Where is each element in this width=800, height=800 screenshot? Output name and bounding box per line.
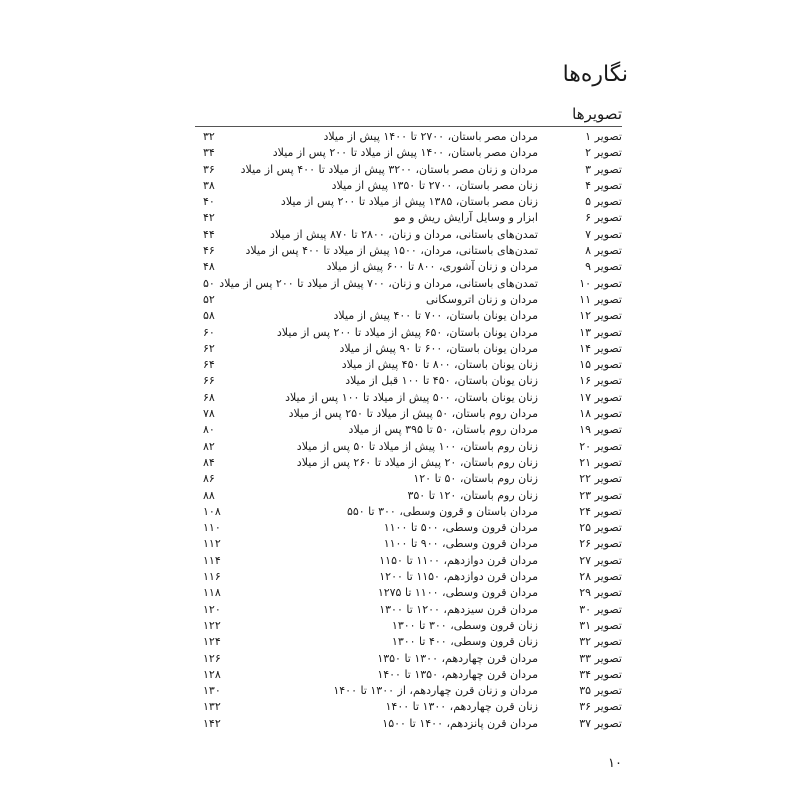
figure-description: زنان مصر باستان، ۱۳۸۵ پیش از میلاد تا ۲۰۰ پس از میلاد bbox=[280, 195, 538, 209]
figure-description: زنان یونان باستان، ۸۰۰ تا ۴۵۰ پیش از میلاد bbox=[341, 358, 538, 372]
figure-label: تصویر ۳۴ bbox=[579, 667, 622, 681]
figure-label: تصویر ۱۴ bbox=[579, 341, 622, 355]
figure-description: زنان قرون وسطی، ۳۰۰ تا ۱۳۰۰ bbox=[391, 618, 538, 632]
figure-label: تصویر ۴ bbox=[585, 178, 622, 192]
figure-label: تصویر ۹ bbox=[585, 260, 622, 274]
list-item bbox=[195, 585, 622, 601]
list-item bbox=[195, 651, 622, 667]
figure-label: تصویر ۱۵ bbox=[579, 358, 622, 372]
figure-page-number: ۷۸ bbox=[203, 407, 215, 421]
figure-description: زنان قرون وسطی، ۴۰۰ تا ۱۳۰۰ bbox=[391, 635, 538, 649]
list-item bbox=[195, 243, 622, 259]
list-item bbox=[195, 178, 622, 194]
figure-description: مردان یونان باستان، ۶۵۰ پیش از میلاد تا ۲۰۰ پس از میلاد bbox=[276, 325, 538, 339]
list-item bbox=[195, 194, 622, 210]
figure-page-number: ۱۱۲ bbox=[203, 537, 221, 551]
list-item bbox=[195, 341, 622, 357]
figure-page-number: ۱۱۶ bbox=[203, 570, 221, 584]
figure-page-number: ۴۴ bbox=[203, 227, 215, 241]
figure-description: مردان روم باستان، ۵۰ تا ۳۹۵ پس از میلاد bbox=[348, 423, 538, 437]
figure-page-number: ۱۲۶ bbox=[203, 651, 221, 665]
figure-description: مردان و زنان آشوری، ۸۰۰ تا ۶۰۰ پیش از میلاد bbox=[326, 260, 538, 274]
figure-label: تصویر ۲۷ bbox=[579, 553, 622, 567]
figure-description: مردان و زنان اتروسکانی bbox=[426, 292, 538, 306]
figure-label: تصویر ۲ bbox=[585, 146, 622, 160]
figure-page-number: ۳۸ bbox=[203, 178, 215, 192]
figure-description: زنان قرن چهاردهم، ۱۳۰۰ تا ۱۴۰۰ bbox=[385, 700, 538, 714]
figure-description: زنان یونان باستان، ۵۰۰ پیش از میلاد تا ۱۰۰ پس از میلاد bbox=[285, 390, 538, 404]
list-item bbox=[195, 634, 622, 650]
figure-label: تصویر ۱۰ bbox=[579, 276, 622, 290]
figure-label: تصویر ۳۱ bbox=[579, 618, 622, 632]
figure-page-number: ۵۲ bbox=[203, 292, 215, 306]
list-item bbox=[195, 390, 622, 406]
figure-description: مردان قرن چهاردهم، ۱۳۵۰ تا ۱۴۰۰ bbox=[377, 667, 538, 681]
figure-page-number: ۱۱۴ bbox=[203, 553, 221, 567]
list-item bbox=[195, 667, 622, 683]
list-item bbox=[195, 569, 622, 585]
figure-label: تصویر ۲۹ bbox=[579, 586, 622, 600]
figure-page-number: ۱۴۲ bbox=[203, 716, 221, 730]
list-item bbox=[195, 602, 622, 618]
figure-page-number: ۱۰۸ bbox=[203, 504, 221, 518]
figure-label: تصویر ۱۷ bbox=[579, 390, 622, 404]
figure-label: تصویر ۲۰ bbox=[579, 439, 622, 453]
figure-label: تصویر ۳۷ bbox=[579, 716, 622, 730]
figure-page-number: ۴۶ bbox=[203, 244, 215, 258]
figure-page-number: ۶۸ bbox=[203, 390, 215, 404]
figure-page-number: ۱۲۸ bbox=[203, 667, 221, 681]
figure-label: تصویر ۵ bbox=[585, 195, 622, 209]
figure-label: تصویر ۳۳ bbox=[579, 651, 622, 665]
figure-page-number: ۵۰ bbox=[203, 276, 215, 290]
figure-label: تصویر ۲۴ bbox=[579, 504, 622, 518]
list-item bbox=[195, 292, 622, 308]
figure-page-number: ۳۶ bbox=[203, 162, 215, 176]
list-item bbox=[195, 618, 622, 634]
figure-description: مردان و زنان قرن چهاردهم، از ۱۳۰۰ تا ۱۴۰۰ bbox=[333, 684, 538, 698]
figure-description: زنان روم باستان، ۱۲۰ تا ۳۵۰ bbox=[407, 488, 538, 502]
figure-label: تصویر ۲۱ bbox=[579, 455, 622, 469]
figure-label: تصویر ۸ bbox=[585, 244, 622, 258]
figure-label: تصویر ۱۱ bbox=[579, 292, 622, 306]
figure-description: مردان قرن دوازدهم، ۱۱۰۰ تا ۱۱۵۰ bbox=[379, 553, 538, 567]
figure-page-number: ۱۲۴ bbox=[203, 635, 221, 649]
figure-description: مردان قرن سیزدهم، ۱۲۰۰ تا ۱۳۰۰ bbox=[379, 602, 538, 616]
figure-page-number: ۶۴ bbox=[203, 358, 215, 372]
figure-description: تمدن‌های باستانی، مردان، ۱۵۰۰ پیش از میلاد تا ۴۰۰ پس از میلاد bbox=[245, 244, 538, 258]
figure-description: مردان باستان و قرون وسطی، ۳۰۰ تا ۵۵۰ bbox=[346, 504, 538, 518]
figure-description: مردان قرن دوازدهم، ۱۱۵۰ تا ۱۲۰۰ bbox=[379, 570, 538, 584]
list-item bbox=[195, 455, 622, 471]
figure-description: تمدن‌های باستانی، مردان و زنان، ۷۰۰ پیش از میلاد تا ۲۰۰ پس از میلاد bbox=[219, 276, 538, 290]
list-item bbox=[195, 683, 622, 699]
figure-label: تصویر ۳۲ bbox=[579, 635, 622, 649]
list-item bbox=[195, 422, 622, 438]
figure-page-number: ۸۸ bbox=[203, 488, 215, 502]
figure-description: مردان و زنان مصر باستان، ۳۲۰۰ پیش از میلاد تا ۴۰۰ پس از میلاد bbox=[240, 162, 538, 176]
figure-page-number: ۵۸ bbox=[203, 309, 215, 323]
figure-description: زنان روم باستان، ۵۰ تا ۱۲۰ bbox=[413, 472, 538, 486]
figure-page-number: ۶۲ bbox=[203, 341, 215, 355]
list-item bbox=[195, 699, 622, 715]
figure-description: ابزار و وسایل آرایش ریش و مو bbox=[394, 211, 538, 225]
figure-description: مردان مصر باستان، ۱۴۰۰ پیش از میلاد تا ۲۰۰ پس از میلاد bbox=[272, 146, 538, 160]
page-number: ۱۰ bbox=[608, 756, 622, 771]
figure-description: زنان یونان باستان، ۴۵۰ تا ۱۰۰ قبل از میلاد bbox=[345, 374, 538, 388]
figure-description: زنان روم باستان، ۱۰۰ پیش از میلاد تا ۵۰ پس از میلاد bbox=[296, 439, 538, 453]
list-item bbox=[195, 210, 622, 226]
list-item bbox=[195, 357, 622, 373]
list-item bbox=[195, 536, 622, 552]
figure-page-number: ۱۱۰ bbox=[203, 521, 221, 535]
list-item bbox=[195, 129, 622, 145]
figure-page-number: ۸۶ bbox=[203, 472, 215, 486]
figure-label: تصویر ۳۵ bbox=[579, 684, 622, 698]
list-item bbox=[195, 145, 622, 161]
figure-description: مردان یونان باستان، ۷۰۰ تا ۴۰۰ پیش از میلاد bbox=[333, 309, 538, 323]
figure-description: مردان مصر باستان، ۲۷۰۰ تا ۱۴۰۰ پیش از میلاد bbox=[323, 130, 538, 143]
figure-label: تصویر ۶ bbox=[585, 211, 622, 225]
figure-page-number: ۱۲۲ bbox=[203, 618, 221, 632]
title-rule bbox=[195, 126, 622, 127]
figure-description: زنان مصر باستان، ۲۷۰۰ تا ۱۳۵۰ پیش از میلاد bbox=[331, 178, 538, 192]
list-item bbox=[195, 259, 622, 275]
figure-description: تمدن‌های باستانی، مردان و زنان، ۲۸۰۰ تا ۸۷۰ پیش از میلاد bbox=[270, 227, 538, 241]
figure-label: تصویر ۲۲ bbox=[579, 472, 622, 486]
list-item bbox=[195, 471, 622, 487]
figure-page-number: ۱۲۰ bbox=[203, 602, 221, 616]
figure-description: مردان قرون وسطی، ۹۰۰ تا ۱۱۰۰ bbox=[383, 537, 538, 551]
figure-label: تصویر ۱۲ bbox=[579, 309, 622, 323]
figure-page-number: ۸۰ bbox=[203, 423, 215, 437]
figure-description: زنان روم باستان، ۲۰ پیش از میلاد تا ۲۶۰ پس از میلاد bbox=[296, 455, 538, 469]
list-item bbox=[195, 553, 622, 569]
figure-label: تصویر ۱ bbox=[585, 130, 622, 143]
figure-label: تصویر ۳۰ bbox=[579, 602, 622, 616]
figure-list bbox=[195, 129, 622, 732]
list-item bbox=[195, 162, 622, 178]
figure-label: تصویر ۱۶ bbox=[579, 374, 622, 388]
figure-page-number: ۳۲ bbox=[203, 130, 215, 143]
figure-label: تصویر ۱۳ bbox=[579, 325, 622, 339]
figure-page-number: ۶۰ bbox=[203, 325, 215, 339]
figure-label: تصویر ۱۸ bbox=[579, 407, 622, 421]
figure-label: تصویر ۳۶ bbox=[579, 700, 622, 714]
list-item bbox=[195, 439, 622, 455]
list-item bbox=[195, 488, 622, 504]
list-item bbox=[195, 373, 622, 389]
figure-label: تصویر ۲۸ bbox=[579, 570, 622, 584]
figure-page-number: ۸۲ bbox=[203, 439, 215, 453]
figure-page-number: ۴۲ bbox=[203, 211, 215, 225]
section-subtitle: تصویرها bbox=[572, 105, 622, 123]
figure-label: تصویر ۲۳ bbox=[579, 488, 622, 502]
figure-description: مردان قرن پانزدهم، ۱۴۰۰ تا ۱۵۰۰ bbox=[382, 716, 538, 730]
figure-label: تصویر ۲۶ bbox=[579, 537, 622, 551]
figure-page-number: ۱۳۰ bbox=[203, 684, 221, 698]
figure-page-number: ۸۴ bbox=[203, 455, 215, 469]
figure-label: تصویر ۲۵ bbox=[579, 521, 622, 535]
figure-label: تصویر ۱۹ bbox=[579, 423, 622, 437]
figure-description: مردان قرون وسطی، ۱۱۰۰ تا ۱۲۷۵ bbox=[377, 586, 538, 600]
list-item bbox=[195, 308, 622, 324]
list-item bbox=[195, 406, 622, 422]
figure-description: مردان قرن چهاردهم، ۱۳۰۰ تا ۱۳۵۰ bbox=[377, 651, 538, 665]
figure-page-number: ۳۴ bbox=[203, 146, 215, 160]
figure-label: تصویر ۳ bbox=[585, 162, 622, 176]
figure-page-number: ۶۶ bbox=[203, 374, 215, 388]
figure-page-number: ۱۱۸ bbox=[203, 586, 221, 600]
page-title: نگاره‌ها bbox=[562, 62, 628, 87]
list-item bbox=[195, 276, 622, 292]
list-item bbox=[195, 520, 622, 536]
list-item bbox=[195, 504, 622, 520]
figure-label: تصویر ۷ bbox=[585, 227, 622, 241]
figure-page-number: ۴۸ bbox=[203, 260, 215, 274]
figure-description: مردان یونان باستان، ۶۰۰ تا ۹۰ پیش از میلاد bbox=[339, 341, 538, 355]
list-item bbox=[195, 227, 622, 243]
figure-description: مردان قرون وسطی، ۵۰۰ تا ۱۱۰۰ bbox=[383, 521, 538, 535]
figure-description: مردان روم باستان، ۵۰ پیش از میلاد تا ۲۵۰ پس از میلاد bbox=[288, 407, 538, 421]
figure-page-number: ۴۰ bbox=[203, 195, 215, 209]
figure-page-number: ۱۳۲ bbox=[203, 700, 221, 714]
list-item bbox=[195, 716, 622, 732]
list-item bbox=[195, 325, 622, 341]
